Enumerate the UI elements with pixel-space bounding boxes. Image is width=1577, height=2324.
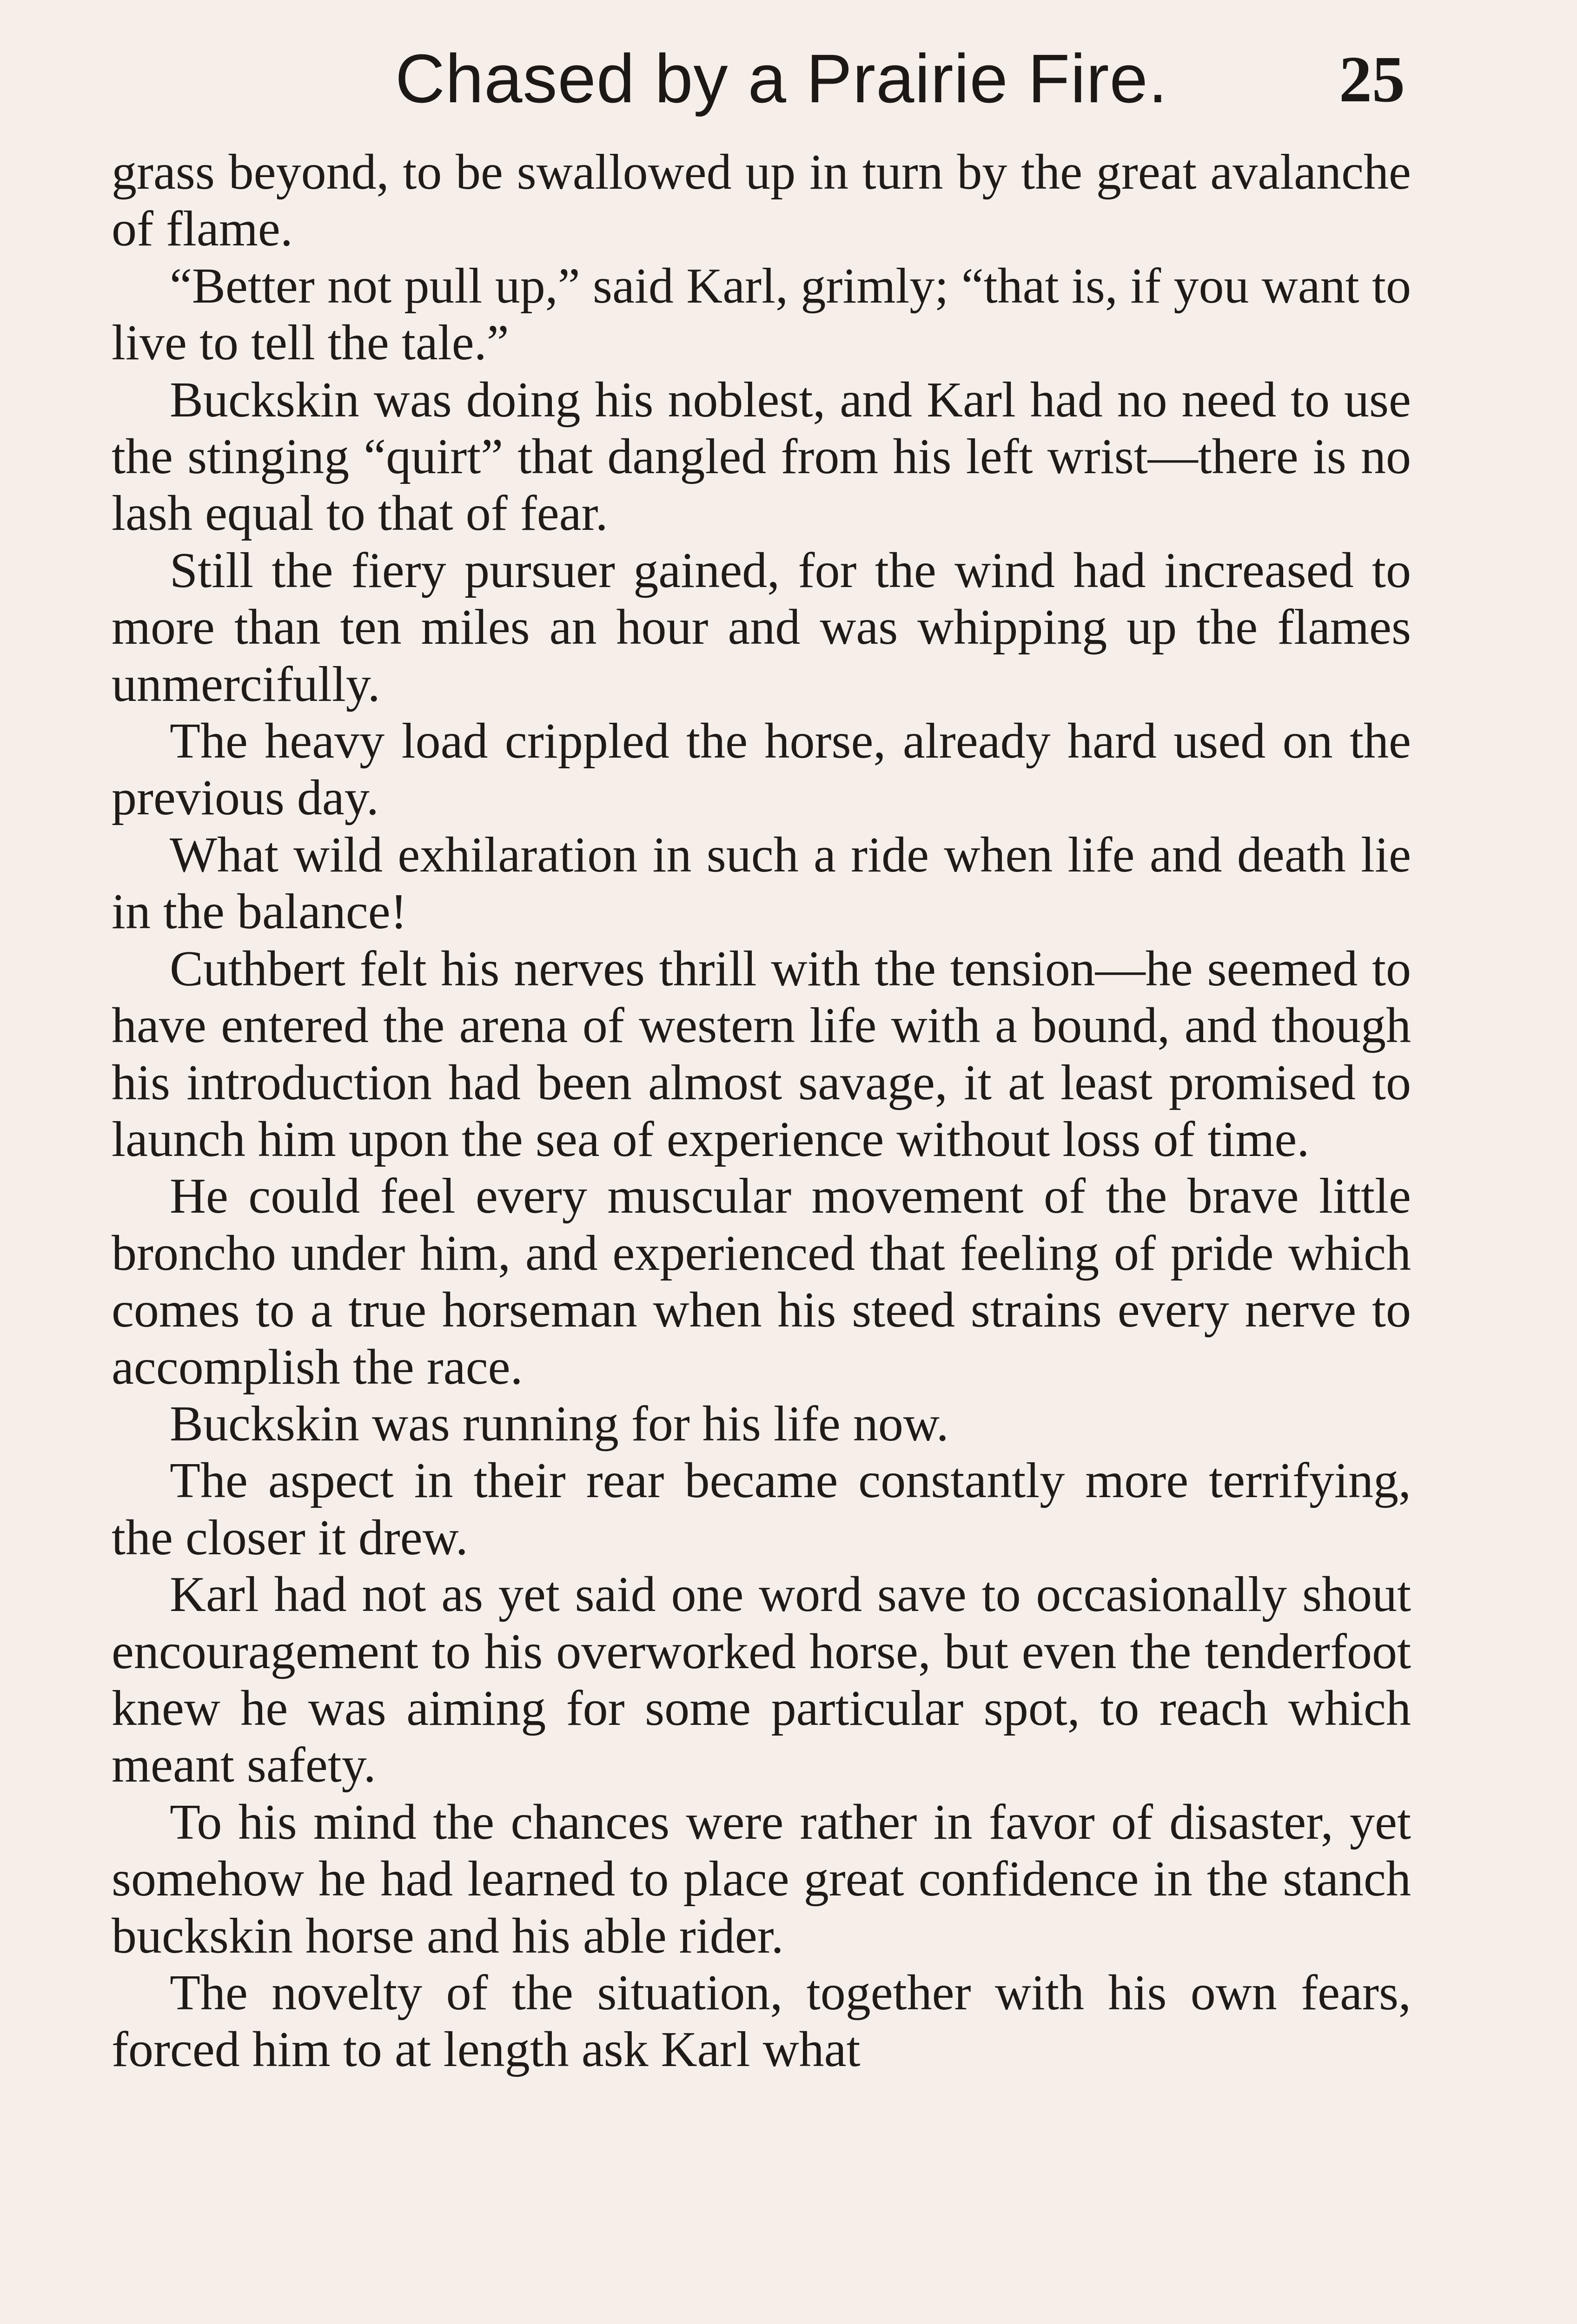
body-text xyxy=(112,144,1411,2079)
running-title: Chased by a Prairie Fire. xyxy=(395,40,1168,117)
paragraph: Karl had not as yet said one word save to occasionally shout encouragement to his overworked horse, but even the tenderfoot knew he was aiming for some particular spot, to reach which meant safety. xyxy=(112,1567,1411,1793)
paragraph: Still the fiery pursuer gained, for the wind had increased to more than ten miles an hour and was whipping up the flames unmercifully. xyxy=(112,542,1411,712)
paragraph: The heavy load crippled the horse, already hard used on the previous day. xyxy=(112,713,1411,826)
paragraph: What wild exhilaration in such a ride when life and death lie in the balance! xyxy=(112,827,1411,940)
paragraph: To his mind the chances were rather in favor of disaster, yet somehow he had learned to place great confidence in the stanch buckskin horse and his able rider. xyxy=(112,1794,1411,1964)
paragraph: The novelty of the situation, together with his own fears, forced him to at length ask Karl what xyxy=(112,1965,1411,2078)
paragraph: The aspect in their rear became constantly more terrifying, the closer it drew. xyxy=(112,1453,1411,1565)
paragraph: He could feel every muscular movement of the brave little broncho under him, and experienced that feeling of pride which comes to a true horseman when his steed strains every nerve to accomplish the race. xyxy=(112,1169,1411,1395)
paragraph: “Better not pull up,” said Karl, grimly; “that is, if you want to live to tell the tale.” xyxy=(112,258,1411,371)
paragraph: Cuthbert felt his nerves thrill with the tension—he seemed to have entered the arena of western life with a bound, and though his introduction had been almost savage, it at least promised to launch him upon the sea of experience without loss of time. xyxy=(112,941,1411,1167)
paragraph: Buckskin was doing his noblest, and Karl had no need to use the stinging “quirt” that dangled from his left wrist—there is no lash equal to that of fear. xyxy=(112,372,1411,541)
page-header xyxy=(0,37,1577,121)
paragraph: Buckskin was running for his life now. xyxy=(170,1396,949,1452)
page-number: 25 xyxy=(1339,42,1405,116)
paragraph: grass beyond, to be swallowed up in turn by the great avalanche of flame. xyxy=(112,145,1411,257)
